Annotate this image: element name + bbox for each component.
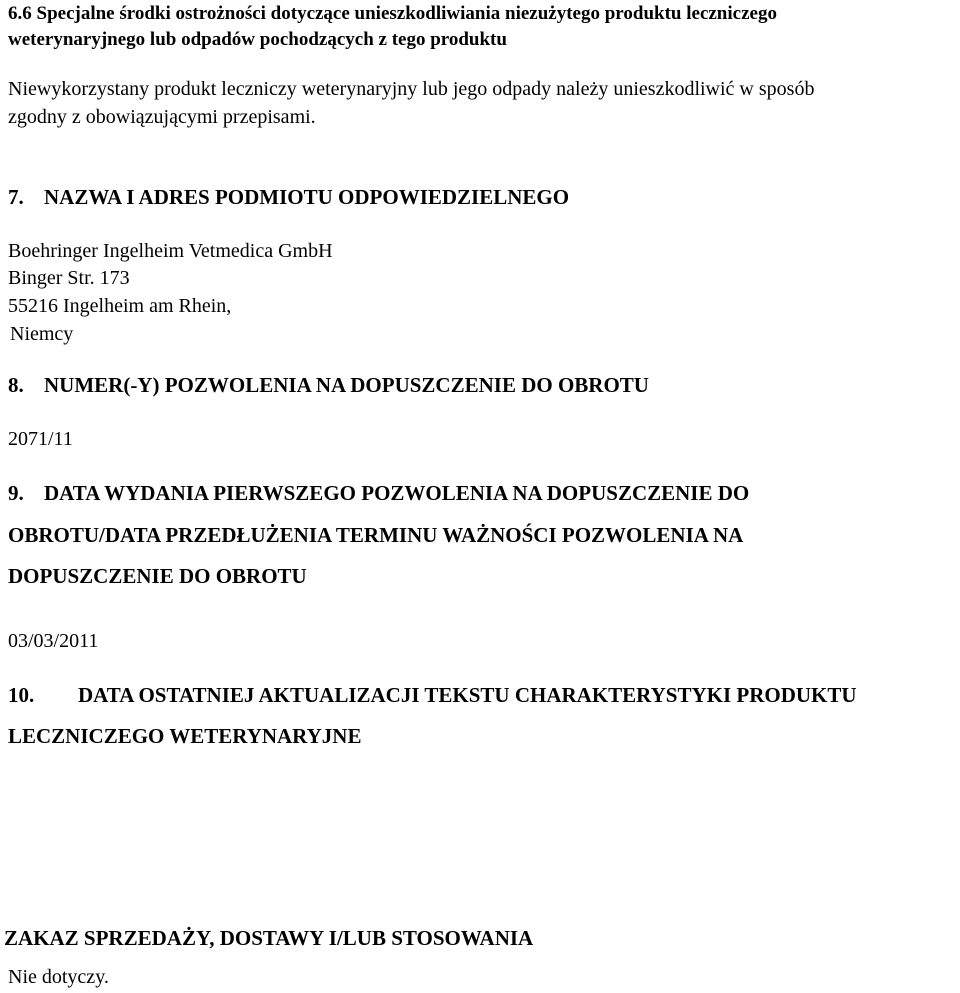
section-10-number: 10. xyxy=(8,683,35,707)
address-city: 55216 Ingelheim am Rhein, xyxy=(8,295,232,317)
section-6-6-title-line-1: 6.6 Specjalne środki ostrożności dotyczące unieszkodliwiania niezużytego produktu leczniczego xyxy=(8,3,777,24)
section-10-heading-line-2: LECZNICZEGO WETERYNARYJNE xyxy=(8,724,362,748)
section-9-heading-line-3: DOPUSZCZENIE DO OBROTU xyxy=(8,564,307,588)
section-9-heading-line-1 xyxy=(8,483,749,504)
section-10-heading-text-line-1: DATA OSTATNIEJ AKTUALIZACJI TEKSTU CHARAKTERYSTYKI PRODUKTU xyxy=(78,683,857,707)
authorisation-date: 03/03/2011 xyxy=(8,630,99,652)
section-9-heading-line-2: OBROTU/DATA PRZEDŁUŻENIA TERMINU WAŻNOŚCI POZWOLENIA NA xyxy=(8,523,744,547)
address-street: Binger Str. 173 xyxy=(8,267,130,289)
prohibition-heading: ZAKAZ SPRZEDAŻY, DOSTAWY I/LUB STOSOWANIA xyxy=(4,926,534,950)
section-7-heading xyxy=(8,187,569,208)
authorisation-number: 2071/11 xyxy=(8,428,73,450)
section-7-heading-text: NAZWA I ADRES PODMIOTU ODPOWIEDZIELNEGO xyxy=(44,185,570,209)
section-6-6-body-line-2: zgodny z obowiązującymi przepisami. xyxy=(8,106,316,128)
address-company: Boehringer Ingelheim Vetmedica GmbH xyxy=(8,240,333,262)
section-6-6-body-line-1: Niewykorzystany produkt leczniczy weterynaryjny lub jego odpady należy unieszkodliwić w sposób xyxy=(8,78,815,100)
prohibition-value: Nie dotyczy. xyxy=(8,966,109,988)
section-9-number: 9. xyxy=(8,481,24,505)
section-8-number: 8. xyxy=(8,373,24,397)
address-country: Niemcy xyxy=(10,323,74,345)
section-8-heading xyxy=(8,375,649,396)
section-9-heading-text-line-1: DATA WYDANIA PIERWSZEGO POZWOLENIA NA DOPUSZCZENIE DO xyxy=(44,481,750,505)
section-6-6-title-line-2: weterynaryjnego lub odpadów pochodzących z tego produktu xyxy=(8,29,507,50)
section-7-number: 7. xyxy=(8,185,24,209)
section-8-heading-text: NUMER(-Y) POZWOLENIA NA DOPUSZCZENIE DO OBROTU xyxy=(44,373,649,397)
section-10-heading-line-1 xyxy=(8,685,857,706)
